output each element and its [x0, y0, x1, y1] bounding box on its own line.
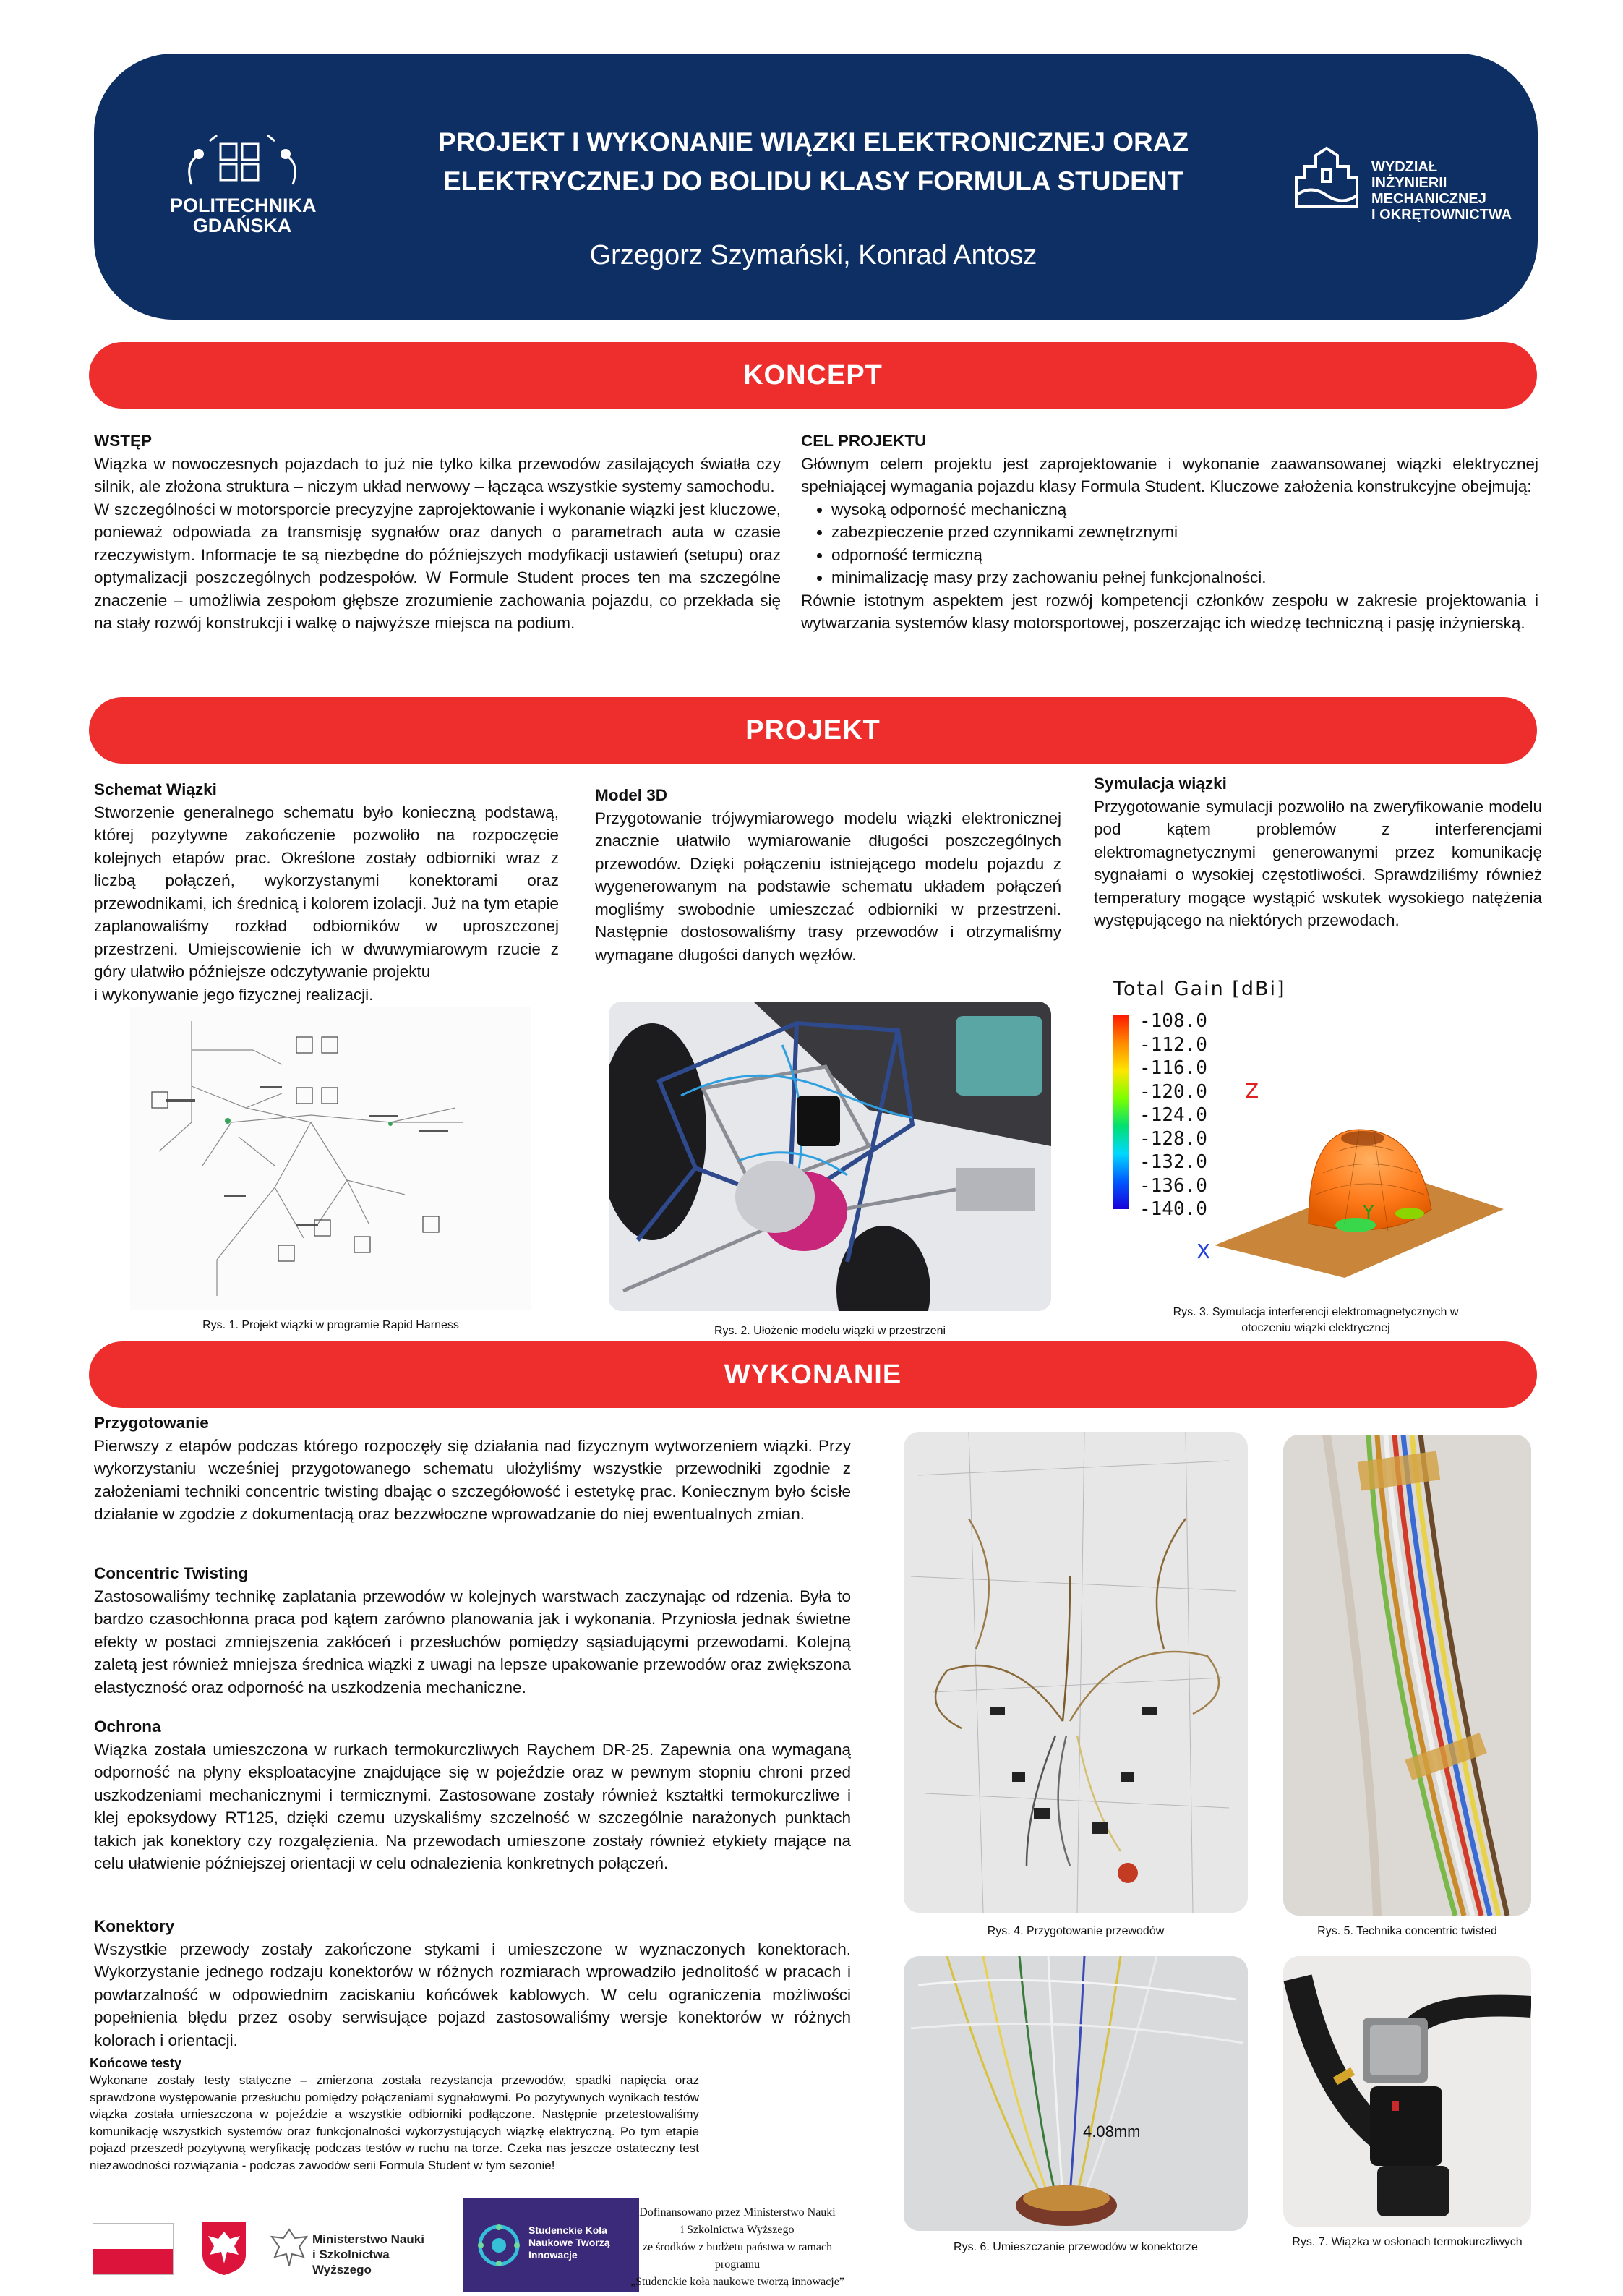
3d-model-image: [609, 1002, 1051, 1311]
authors: Grzegorz Szymański, Konrad Antosz: [589, 240, 1037, 270]
cel-bullet: • wysoką odporność mechaniczną: [831, 498, 1538, 521]
funding-line1: Dofinansowano przez Ministerstwo Nauki: [639, 2206, 836, 2219]
gain-tick: -128.0: [1139, 1127, 1207, 1150]
section-koncept: KONCEPT: [89, 342, 1537, 409]
konektory-heading: Konektory: [94, 1917, 175, 1935]
gain-tick: -140.0: [1139, 1198, 1207, 1220]
ministry-emblem-icon: [266, 2224, 313, 2271]
concentric-text: Zastosowaliśmy technikę zaplatania przewodów w kolejnych warstwach zaczynając od rdzenia. Była to bardzo czasochłonna praca pod kątem zarówno planowania jak i wykonania. Przyniosła jednak świetne efekty w postaci zmniejszenia zakłóceń i przesłuchów pomiędzy sąsiadującymi przewodami. Kolejną zaletą jest również mniejsza średnica wiązki z uwagi na lepsze upakowanie przewodów oraz zwiększona elastyczność oraz odporność na uszkodzenia mechaniczne.: [94, 1587, 851, 1697]
ochrona-text: Wiązka została umieszczona w rurkach termokurczliwych Raychem DR-25. Zapewnia ona wymaganą odporność na płyny eksploatacyjne znajdujące się w pojeździe oraz w pewnym stopniu chroni przed uszkodzeniami mechanicznymi i termicznymi. Zastosowane zostały również kształtki termokurczliwe i klej epoksydowy RT125, dzięki czemu uzyskaliśmy szczelność w szczególnie narażonych punktach takich jak konektory czy rozgałęzienia. Na przewodach umieszone zostały również etykiety mające na celu ułatwienie późniejszej orientacji w celu odnalezienia konkretnych połączeń.: [94, 1740, 851, 1872]
wimio-line1: WYDZIAŁ INŻYNIERII: [1371, 159, 1447, 191]
photo-rys5: [1283, 1435, 1531, 1916]
concentric-heading: Concentric Twisting: [94, 1564, 249, 1582]
wstep-paragraph-1: Wiązka w nowoczesnych pojazdach to już nie tylko kilka przewodów zasilających światła czy silnik, ale złożona struktura – niczym układ nerwowy – łącząca wszystkie systemy samochodu.: [94, 454, 781, 495]
wimio-castle-icon: [1290, 145, 1363, 213]
przygotowanie-block: [94, 1412, 851, 1526]
gain-colorbar: [1113, 1015, 1129, 1209]
politechnika-logo: [170, 134, 317, 236]
testy-heading: Końcowe testy: [90, 2056, 182, 2070]
ochrona-block: [94, 1715, 851, 1875]
photo-rys5-drawing: [1283, 1435, 1531, 1916]
photo-rys4: [904, 1432, 1248, 1913]
caption-rys3: [1113, 1305, 1518, 1336]
polish-flag-icon: [93, 2223, 174, 2275]
schemat-last-line: i wykonywanie jego fizycznej realizacji.: [94, 985, 374, 1004]
caption-rys7: Rys. 7. Wiązka w osłonach termokurczliwych: [1292, 2236, 1523, 2248]
funding-note: [622, 2204, 853, 2291]
cel-block: [801, 430, 1538, 635]
caption-rys1: Rys. 1. Projekt wiązki w programie Rapid Harness: [202, 1319, 459, 1331]
gain-tick: -124.0: [1139, 1104, 1207, 1126]
gain-tick: -116.0: [1139, 1057, 1207, 1079]
cel-bullet: • odporność termiczną: [831, 544, 1538, 567]
photo-rys7: [1283, 1956, 1531, 2227]
schemat-text: Stworzenie generalnego schematu było konieczną podstawą, której pozytywne zakończenie pozwoliło na rozpoczęcie kolejnych etapów prac. Określone zostały odbiorniki wraz z liczbą połączeń, wykorzystanymi konektorami oraz przewodnikami, ich średnicą i kolorem izolacji. Już na tym etapie zaplanowaliśmy rozkład odbiorników w uproszczonej przestrzeni. Umiejscowienie ich w dwuwymiarowym rzucie z góry ułatwiło późniejsze odczytywanie projektu: [94, 803, 559, 981]
model-heading: Model 3D: [595, 786, 668, 804]
sk-logo-icon: [476, 2223, 521, 2268]
caption-rys6: Rys. 6. Umieszczanie przewodów w konektorze: [954, 2241, 1198, 2253]
model-block: [595, 784, 1061, 966]
caption-rys3-line1: Rys. 3. Symulacja interferencji elektromagnetycznych w: [1173, 1306, 1459, 1318]
title-line1: PROJEKT I WYKONANIE WIĄZKI ELEKTRONICZNEJ ORAZ: [437, 127, 1189, 157]
photo-rys6-drawing: [904, 1956, 1248, 2231]
title-line2: ELEKTRYCZNEJ DO BOLIDU KLASY FORMULA STUDENT: [442, 166, 1184, 196]
sk-line3: Innowacje: [528, 2249, 578, 2261]
schemat-heading: Schemat Wiązki: [94, 780, 217, 798]
wstep-heading: WSTĘP: [94, 432, 153, 450]
cel-bullet: • minimalizację masy przy zachowaniu pełnej funkcjonalności.: [831, 566, 1538, 589]
gain-tick: -120.0: [1139, 1080, 1207, 1103]
wimio-logo: [1290, 145, 1512, 223]
pg-crest-icon: [170, 134, 314, 192]
photo6-measure-label: 4.08mm: [1083, 2122, 1141, 2141]
funding-line2: i Szkolnictwa Wyższego: [680, 2224, 795, 2236]
caption-rys4: Rys. 4. Przygotowanie przewodów: [987, 1925, 1165, 1937]
caption-rys2: Rys. 2. Ułożenie modelu wiązki w przestrzeni: [714, 1325, 946, 1337]
polish-eagle-icon: [195, 2219, 253, 2276]
caption-rys3-line2: otoczeniu wiązki elektrycznej: [1241, 1322, 1390, 1334]
konektory-text: Wszystkie przewody zostały zakończone stykami i umieszczone w wyznaczonych konektorach. Wykorzystanie jednego rodzaju konektorów w różnych rozmiarach wprowadziło jednolitość w pracach i powtarzalność w odpowiednim zaciskaniu końcówek kablowych. W celu ograniczenia możliwości popełnienia błędu przez osoby serwisujące pojazd zastosowaliśmy wersje konektorów w różnych kolorach i orientacji.: [94, 1939, 851, 2049]
sk-line2: Naukowe Tworzą: [528, 2237, 610, 2248]
ministry-logo-text: [312, 2232, 442, 2277]
model-text: Przygotowanie trójwymiarowego modelu wiązki elektronicznej znacznie ułatwiło wymiarowanie długości poszczególnych przewodów. Dzięki połączeniu istniejącego modelu pojazdu z wygenerowanym na podstawie schematu układem połączeń mogliśmy swobodnie umieszczać odbiorniki w przestrzeni. Następnie dostosowaliśmy trasy przewodów i otrzymaliśmy wymagane długości danych węzłów.: [595, 808, 1061, 964]
cel-paragraph-1: Głównym celem projektu jest zaprojektowanie i wykonanie zaawansowanej wiązki elektrycznej spełniającej wymagania pojazdu klasy Formula Student. Kluczowe założenia konstrukcyjne obejmują:: [801, 454, 1538, 495]
funding-line3: ze środków z budżetu państwa w ramach: [642, 2241, 833, 2253]
poster-title: [376, 123, 1251, 201]
photo-rys6: [904, 1956, 1248, 2231]
axis-x-label: X: [1196, 1239, 1211, 1263]
cel-bullet-list: [801, 498, 1538, 589]
emi-simulation-figure: [1113, 978, 1518, 1281]
pg-logo-line2: GDAŃSKA: [192, 215, 292, 236]
cel-paragraph-2: Równie istotnym aspektem jest rozwój kompetencji członków zespołu w zakresie projektowania i wytwarzania systemów klasy motorsportowej, poszerzając ich wiedzę techniczną i pasję inżynierską.: [801, 591, 1538, 632]
symulacja-heading: Symulacja wiązki: [1094, 774, 1227, 793]
testy-block: [90, 2055, 699, 2174]
wimio-line2: MECHANICZNEJ: [1371, 191, 1486, 207]
gain-tick: -108.0: [1139, 1010, 1207, 1032]
symulacja-block: [1094, 772, 1542, 932]
wstep-paragraph-2: W szczególności w motorsporcie precyzyjne zaprojektowanie i wykonanie wiązki jest kluczowe, ponieważ odpowiada za transmisję sygnałów oraz danych o parametrach auta w czasie rzeczywistym. Informacje te są niezbędne do późniejszych modyfikacji ustawień (setupu) oraz optymalizacji poszczególnych podzespołów. W Formule Student proces ten ma szczególne znaczenie – umożliwia zespołom głębsze zrozumienie zachowania pojazdu, co przekłada się na stały rozwój konstrukcji i walkę o najwyższe miejsca na podium.: [94, 500, 781, 632]
ochrona-heading: Ochrona: [94, 1717, 161, 1736]
gain-tick: -112.0: [1139, 1033, 1207, 1056]
sk-line1: Studenckie Koła: [528, 2224, 607, 2236]
przygotowanie-text: Pierwszy z etapów podczas którego rozpoczęły się działania nad fizycznym wytworzeniem wiązki. Przy wykorzystaniu wcześniej przygotowanego schematu ułożyliśmy wszystkie przewodniki zgodnie z założeniami techniki concentric twisting dbając o szczegółowość i estetykę prac. Koniecznym było ścisłe działanie w zgodzie z dokumentacją oraz bezzwłoczne wprowadzanie do niej ewentualnych zmian.: [94, 1436, 851, 1523]
axis-y-label: Y: [1363, 1202, 1374, 1224]
section-projekt: PROJEKT: [89, 697, 1537, 764]
concentric-block: [94, 1562, 851, 1699]
axis-z-label: Z: [1245, 1079, 1259, 1103]
wimio-line3: I OKRĘTOWNICTWA: [1371, 207, 1512, 223]
harness-schematic-drawing: [130, 1007, 531, 1310]
funding-line4: programu: [714, 2258, 761, 2271]
sk-logo: [463, 2198, 639, 2292]
pg-logo-line1: POLITECHNIKA: [170, 195, 317, 216]
photo-rys4-drawing: [904, 1432, 1248, 1913]
wstep-block: [94, 430, 781, 635]
caption-rys5: Rys. 5. Technika concentric twisted: [1317, 1925, 1497, 1937]
ministry-line2: i Szkolnictwa Wyższego: [312, 2248, 390, 2276]
konektory-block: [94, 1915, 851, 2052]
schemat-block: [94, 778, 559, 1006]
photo-rys7-drawing: [1283, 1956, 1531, 2227]
harness-schematic-image: [130, 1007, 531, 1310]
cel-heading: CEL PROJEKTU: [801, 432, 927, 450]
cel-bullet: • zabezpieczenie przed czynnikami zewnętrznymi: [831, 521, 1538, 544]
radiation-dome-drawing: [1171, 1086, 1518, 1281]
section-wykonanie: WYKONANIE: [89, 1341, 1537, 1408]
funding-line5: „Studenckie koła naukowe tworzą innowacje”: [630, 2276, 844, 2288]
gain-tick: -136.0: [1139, 1174, 1207, 1197]
gain-legend-title: Total Gain [dBi]: [1113, 978, 1286, 1000]
ministry-line1: Ministerstwo Nauki: [312, 2232, 424, 2246]
symulacja-text: Przygotowanie symulacji pozwoliło na zweryfikowanie modelu pod kątem problemów z interferencjami elektromagnetycznymi generowanymi przez komunikację sygnałami o wysokiej częstotliwości. Sprawdziliśmy również temperatury mogące wystąpić wskutek wysokiego natężenia występującego na niektórych przewodach.: [1094, 797, 1542, 929]
3d-model-drawing: [609, 1002, 1051, 1311]
testy-text: Wykonane zostały testy statyczne – zmierzona została rezystancja przewodów, spadki napięcia oraz sprawdzone występowanie przesłuchu pomiędzy połączeniami sygnałowymi. Po pozytywnych wynikach testów wiązka została umieszczona w pojeździe a wszystkie odbiorniki podłączone. Następnie przetestowaliśmy komunikację wszystkich systemów oraz funkcjonalności wykorzystujących wiązkę elektryczną. Po tym etapie pojazd przeszedł pozytywną weryfikację podczas testów w ruchu na torze. Czeka nas jeszcze ostateczny test niezawodności rozwiązania - podczas zawodów serii Formula Student w tym sezonie!: [90, 2073, 699, 2172]
przygotowanie-heading: Przygotowanie: [94, 1414, 209, 1432]
gain-tick: -132.0: [1139, 1151, 1207, 1173]
